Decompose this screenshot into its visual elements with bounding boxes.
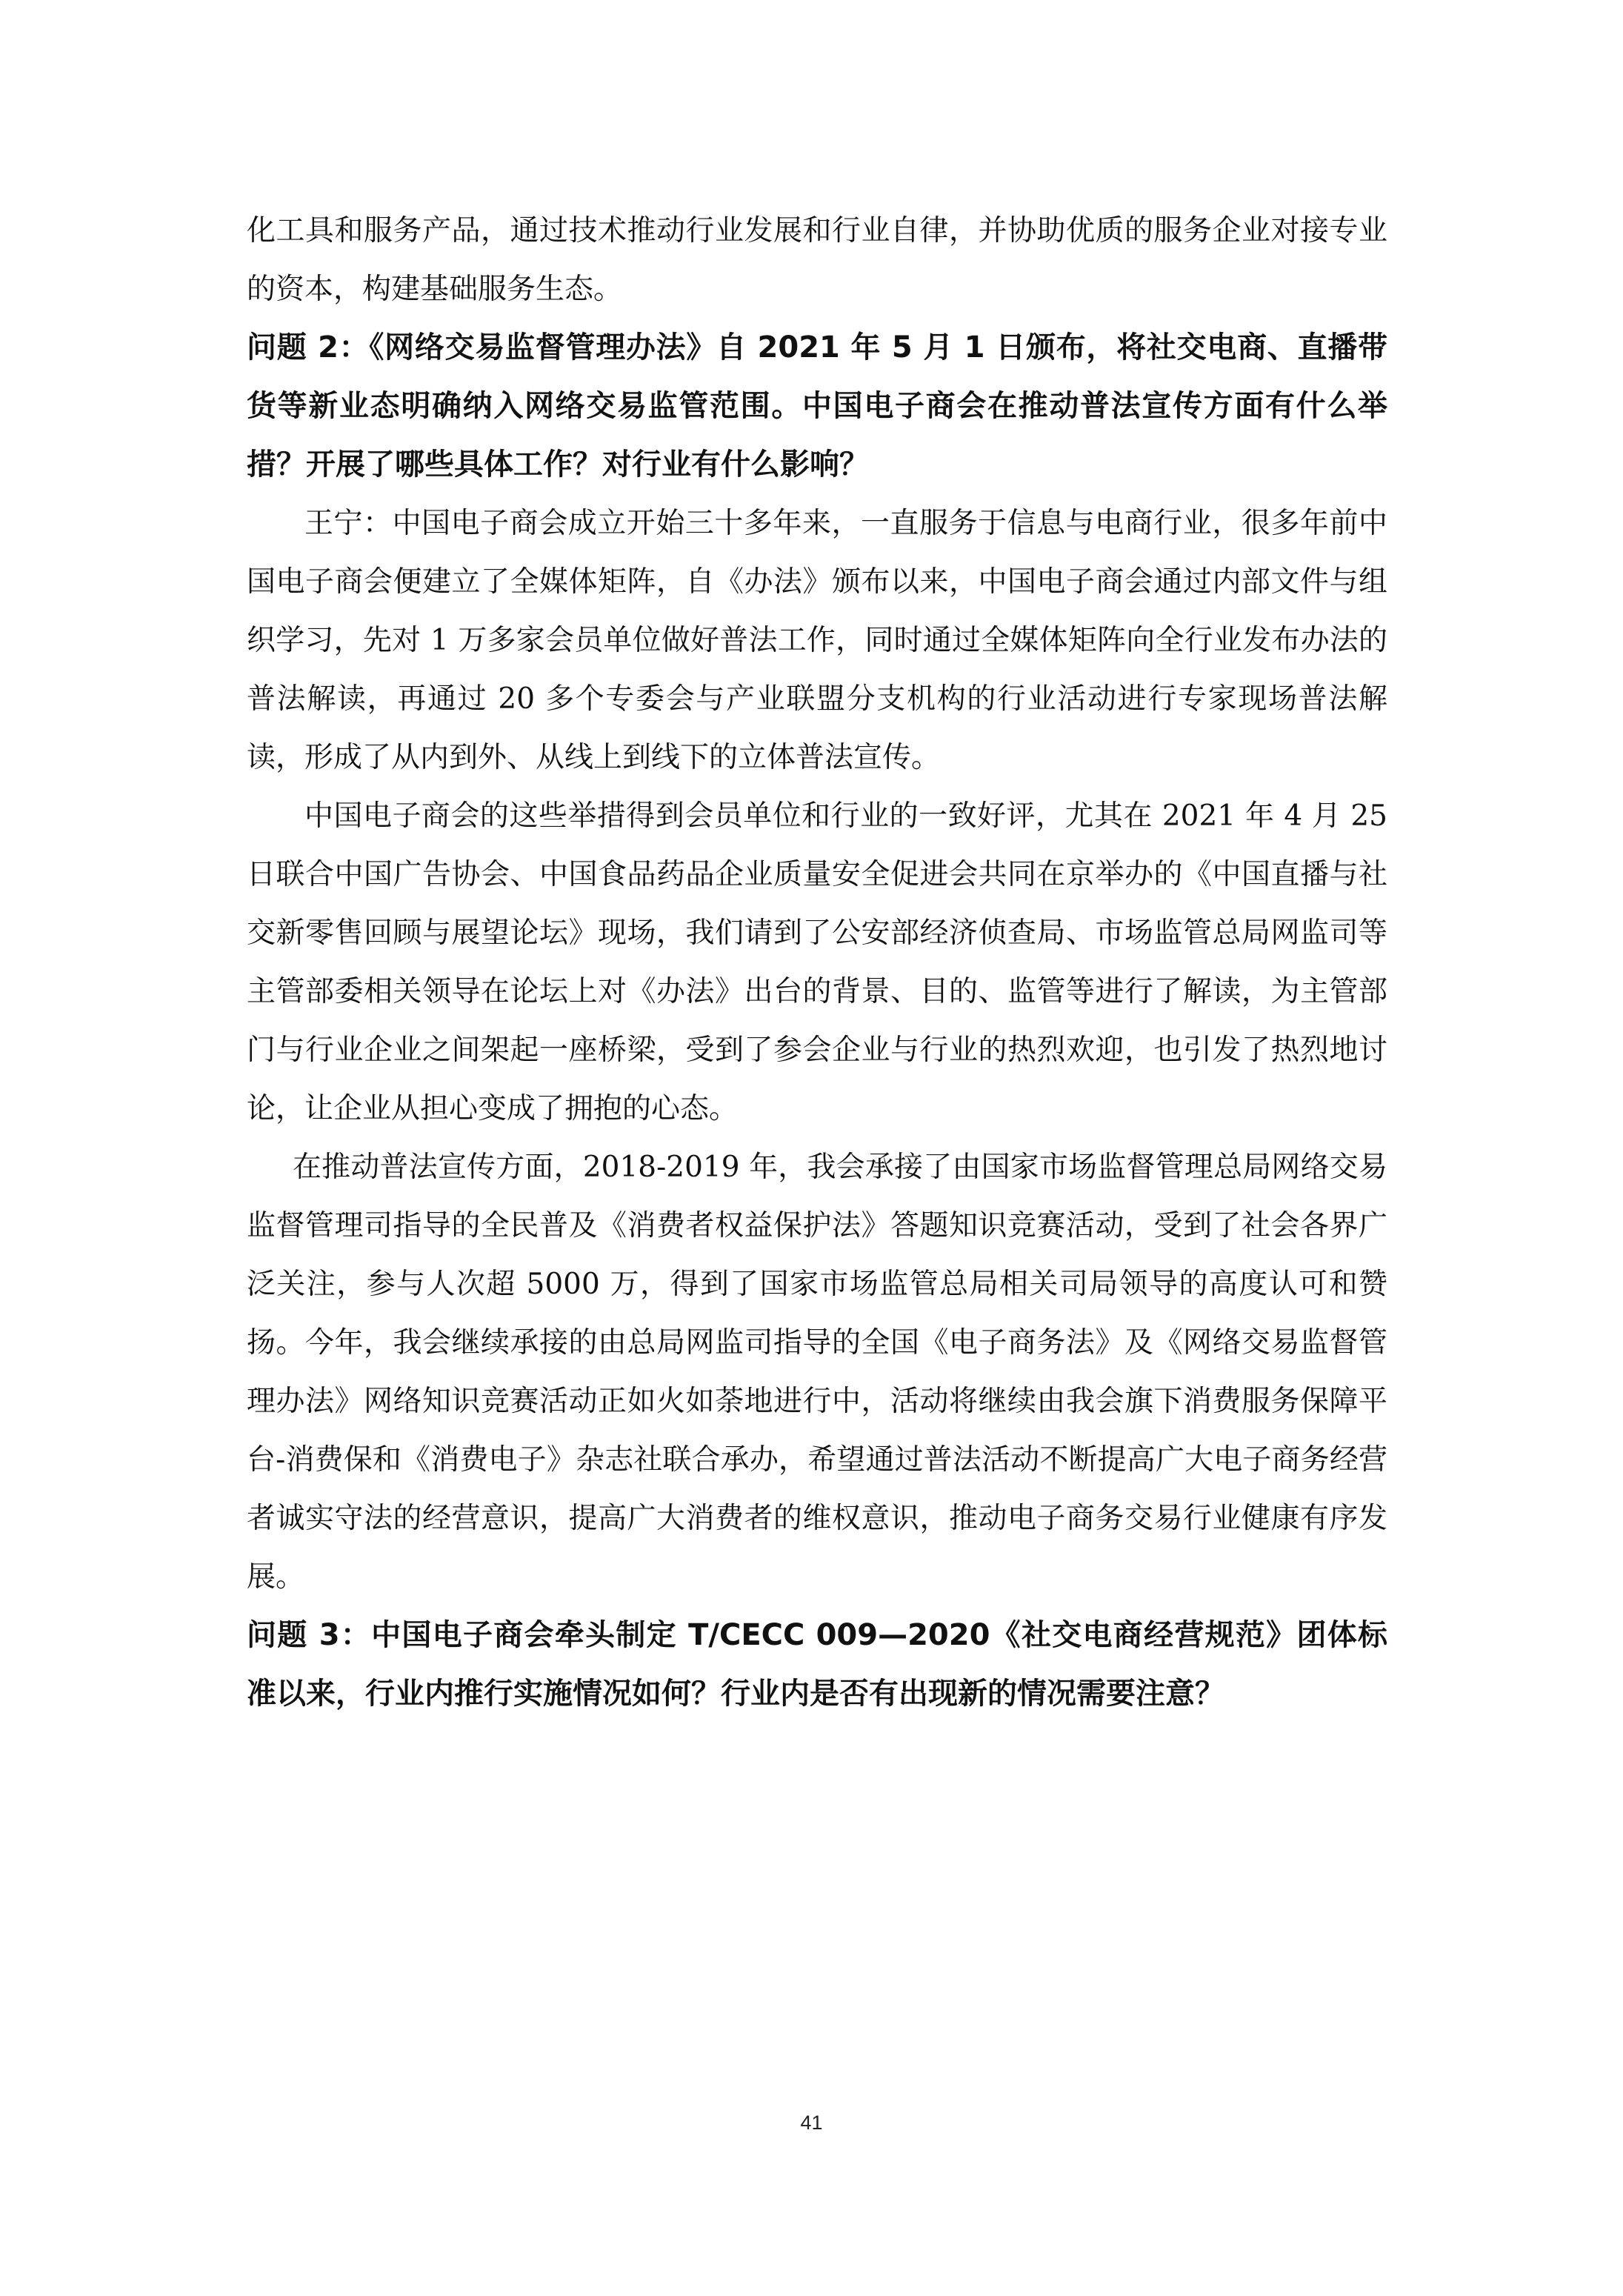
page-number: 41 xyxy=(800,2112,823,2134)
question-2-heading: 问题 2：《网络交易监督管理办法》自 2021 年 5 月 1 日颁布，将社交电商、直播带货等新业态明确纳入网络交易监管范围。中国电子商会在推动普法宣传方面有什么举措？开展了哪些具体工作？对行业有什么影响？ xyxy=(247,330,1387,482)
answer-paragraph-3: 在推动普法宣传方面，2018-2019 年，我会承接了由国家市场监督管理总局网络交易监督管理司指导的全民普及《消费者权益保护法》答题知识竞赛活动，受到了社会各界广泛关注，参与人次超 5000 万，得到了国家市场监管总局相关司局领导的高度认可和赞扬。今年，我会继续承接的由总局网监司指导的全国《电子商务法》及《网络交易监督管理办法》网络知识竞赛活动正如火如荼地进行中，活动将继续由我会旗下消费服务保障平台-消费保和《消费电子》杂志社联合承办，希望通过普法活动不断提高广大电子商务经营者诚实守法的经营意识，提高广大消费者的维权意识，推动电子商务交易行业健康有序发展。 xyxy=(247,1151,1387,1594)
answer-paragraph-1: 王宁：中国电子商会成立开始三十多年来，一直服务于信息与电商行业，很多年前中国电子商会便建立了全媒体矩阵，自《办法》颁布以来，中国电子商会通过内部文件与组织学习，先对 1 万多家会员单位做好普法工作，同时通过全媒体矩阵向全行业发布办法的普法解读，再通过 20 多个专委会与产业联盟分支机构的行业活动进行专家现场普法解读，形成了从内到外、从线上到线下的立体普法宣传。 xyxy=(247,507,1387,774)
question-3-heading: 问题 3：中国电子商会牵头制定 T/CECC 009—2020《社交电商经营规范》团体标准以来，行业内推行实施情况如何？行业内是否有出现新的情况需要注意？ xyxy=(247,1618,1387,1711)
paragraph-continuation: 化工具和服务产品，通过技术推动行业发展和行业自律，并协助优质的服务企业对接专业的资本，构建基础服务生态。 xyxy=(247,214,1387,306)
answer-paragraph-2: 中国电子商会的这些举措得到会员单位和行业的一致好评，尤其在 2021 年 4 月 25 日联合中国广告协会、中国食品药品企业质量安全促进会共同在京举办的《中国直播与社交新零售回顾与展望论坛》现场，我们请到了公安部经济侦查局、市场监管总局网监司等主管部委相关领导在论坛上对《办法》出台的背景、目的、监管等进行了解读，为主管部门与行业企业之间架起一座桥梁，受到了参会企业与行业的热烈欢迎，也引发了热烈地讨论，让企业从担心变成了拥抱的心态。 xyxy=(247,799,1387,1125)
page-body xyxy=(247,202,1387,1723)
